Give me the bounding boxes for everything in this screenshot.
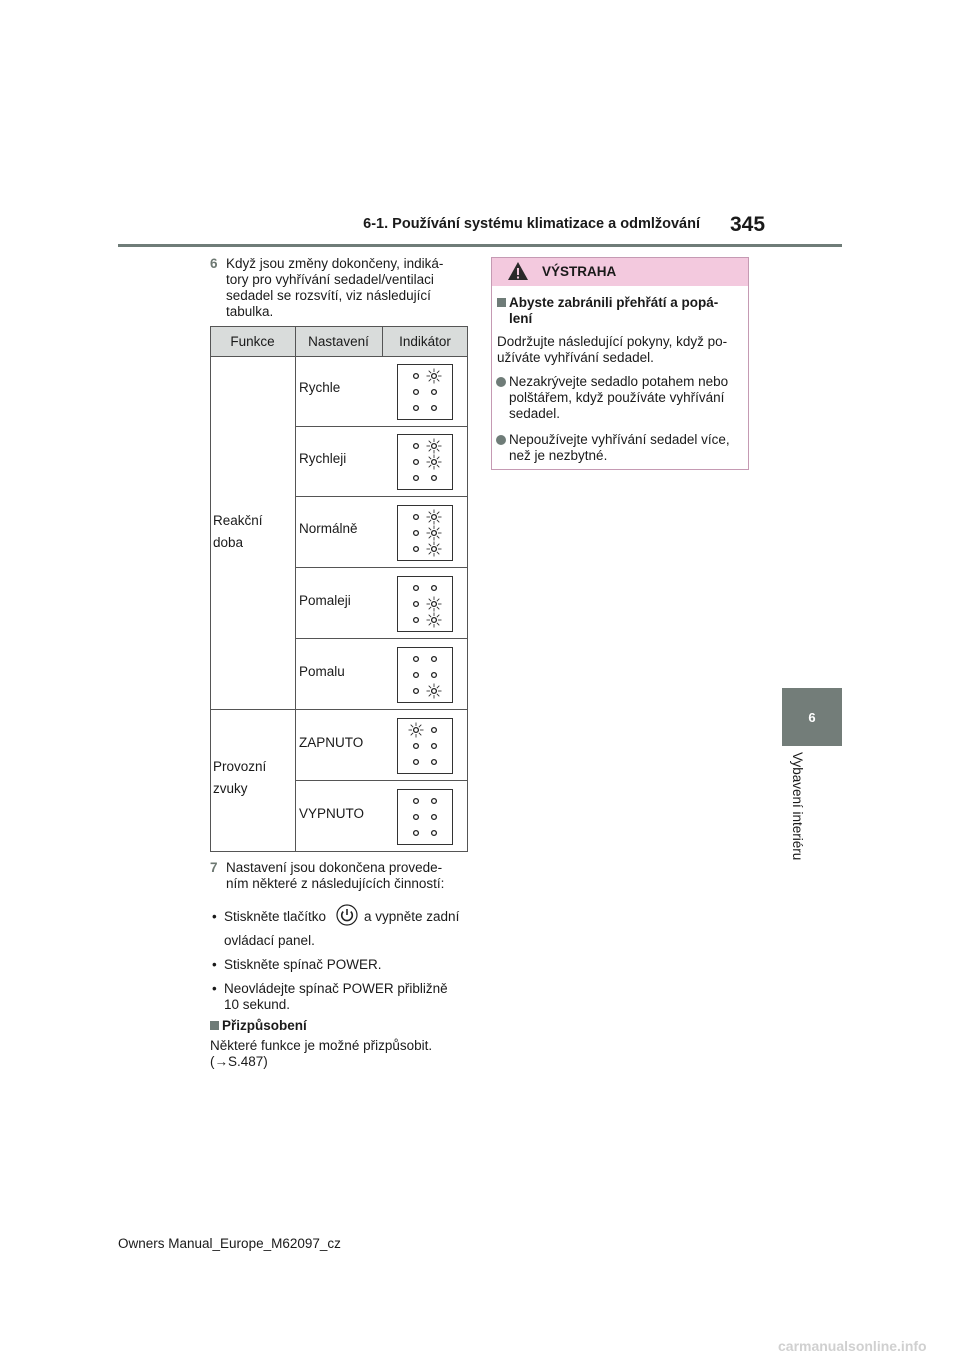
- customization-section: [210, 1018, 472, 1070]
- lamp-off: [414, 618, 419, 623]
- footer-watermark: carmanualsonline.info: [778, 1338, 927, 1354]
- indicator-icon: [397, 647, 453, 703]
- step-number: 7: [210, 860, 218, 875]
- table-grid: [210, 356, 468, 357]
- lamp-off: [414, 689, 419, 694]
- lamp-ray: [429, 607, 431, 609]
- lamp-ray: [429, 552, 431, 554]
- lamp-ray: [429, 544, 431, 546]
- lamp-ray: [429, 371, 431, 373]
- table-grid: [295, 567, 468, 568]
- lamp-off: [414, 547, 419, 552]
- indicator-icon: [397, 576, 453, 632]
- warning-box: [491, 257, 749, 470]
- header-setting: Nastavení: [308, 333, 369, 349]
- indicator-icon: [397, 718, 453, 774]
- bullet-mark: •: [212, 957, 217, 972]
- lamp-off: [414, 673, 419, 678]
- bullet-item: [212, 981, 474, 1013]
- lamp-lit: [414, 728, 419, 733]
- indicator-lamps: [398, 790, 452, 844]
- table-grid: [382, 326, 383, 356]
- lamp-ray: [429, 465, 431, 467]
- warning-item: [492, 432, 748, 464]
- chapter-tab-label: Vybavení interiéru: [790, 752, 805, 861]
- indicator-lamps: [398, 506, 452, 560]
- header-indicator: Indikátor: [399, 333, 451, 349]
- lamp-off: [414, 657, 419, 662]
- table-header: [210, 326, 468, 356]
- bullet-mark: •: [212, 981, 217, 996]
- lamp-off: [432, 815, 437, 820]
- bullet-text: Neovládejte spínač POWER přibližně: [224, 981, 448, 996]
- function-label-line: Provozní: [213, 759, 267, 774]
- lamp-lit: [432, 460, 437, 465]
- warning-item-line: Nezakrývejte sedadlo potahem nebo: [509, 374, 729, 389]
- lamp-ray: [437, 379, 439, 381]
- warning-intro: [497, 334, 747, 366]
- bullet-list: [212, 909, 474, 1013]
- indicator-lamps: [398, 719, 452, 773]
- indicator-lamps: [398, 648, 452, 702]
- bullet-text: a vypněte zadní: [364, 909, 460, 924]
- lamp-off: [414, 760, 419, 765]
- warning-triangle-icon: [507, 261, 529, 286]
- lamp-lit: [432, 515, 437, 520]
- table-border: [210, 851, 468, 852]
- lamp-off: [414, 799, 419, 804]
- table-grid: [295, 780, 468, 781]
- lamp-off: [414, 815, 419, 820]
- lamp-off: [414, 602, 419, 607]
- power-button-icon: [336, 904, 358, 930]
- bullet-item: [212, 957, 474, 981]
- lamp-ray: [437, 465, 439, 467]
- indicator-icon: [397, 434, 453, 490]
- lamp-lit: [432, 618, 437, 623]
- step-6: [210, 256, 470, 320]
- lamp-off: [414, 374, 419, 379]
- lamp-lit: [432, 689, 437, 694]
- indicator-icon: [397, 505, 453, 561]
- customization-text: Některé funkce je možné přizpůsobit.: [210, 1038, 433, 1053]
- setting-label: Rychleji: [299, 451, 347, 466]
- lamp-off: [414, 444, 419, 449]
- lamp-ray: [437, 607, 439, 609]
- function-label-line: zvuky: [213, 781, 248, 796]
- lamp-ray: [437, 552, 439, 554]
- step-6-line: tory pro vyhřívání sedadel/ventilaci: [226, 272, 434, 287]
- lamp-ray: [429, 379, 431, 381]
- lamp-ray: [429, 615, 431, 617]
- square-bullet-icon: [497, 298, 506, 307]
- lamp-ray: [429, 520, 431, 522]
- lamp-lit: [432, 444, 437, 449]
- lamp-ray: [437, 623, 439, 625]
- setting-label: Pomaleji: [299, 593, 351, 608]
- customization-heading: [210, 1018, 472, 1038]
- lamp-ray: [429, 457, 431, 459]
- settings-table: [210, 326, 468, 852]
- lamp-off: [414, 390, 419, 395]
- lamp-off: [414, 831, 419, 836]
- lamp-ray: [437, 528, 439, 530]
- lamp-ray: [429, 694, 431, 696]
- table-border: [467, 326, 468, 852]
- lamp-ray: [429, 536, 431, 538]
- setting-label: Rychle: [299, 380, 341, 395]
- lamp-off: [432, 744, 437, 749]
- lamp-off: [432, 476, 437, 481]
- lamp-ray: [411, 725, 413, 727]
- lamp-off: [414, 531, 419, 536]
- lamp-ray: [429, 623, 431, 625]
- lamp-off: [414, 476, 419, 481]
- indicator-lamps: [398, 435, 452, 489]
- warning-title: VÝSTRAHA: [542, 264, 617, 279]
- bullet-text: Stiskněte tlačítko: [224, 909, 327, 924]
- round-bullet-icon: [496, 435, 506, 445]
- lamp-ray: [437, 371, 439, 373]
- step-7-line: Nastavení jsou dokončena provede-: [226, 860, 443, 875]
- lamp-ray: [429, 599, 431, 601]
- lamp-ray: [429, 528, 431, 530]
- function-reaction-time: [213, 510, 263, 554]
- warning-item: [492, 374, 748, 422]
- customization-heading-text: Přizpůsobení: [222, 1018, 307, 1033]
- lamp-off: [414, 586, 419, 591]
- function-label-line: Reakční: [213, 513, 263, 528]
- warning-intro-line: Dodržujte následující pokyny, když po-: [497, 334, 728, 349]
- indicator-lamps: [398, 577, 452, 631]
- lamp-ray: [437, 449, 439, 451]
- customization-link[interactable]: (→S.487): [210, 1054, 268, 1069]
- setting-label: Pomalu: [299, 664, 345, 679]
- lamp-ray: [437, 457, 439, 459]
- table-border: [210, 326, 211, 852]
- lamp-ray: [437, 536, 439, 538]
- indicator-lamps: [398, 365, 452, 419]
- lamp-off: [432, 586, 437, 591]
- warning-intro-line: užíváte vyhřívání sedadel.: [497, 350, 654, 365]
- header-function: Funkce: [230, 333, 275, 349]
- lamp-lit: [432, 602, 437, 607]
- bullet-text: Stiskněte spínač POWER.: [224, 957, 382, 972]
- square-bullet-icon: [210, 1021, 219, 1030]
- lamp-off: [432, 831, 437, 836]
- lamp-ray: [411, 733, 413, 735]
- lamp-off: [432, 673, 437, 678]
- bullet-item: [212, 909, 474, 933]
- lamp-ray: [429, 686, 431, 688]
- page-number: 345: [730, 213, 766, 236]
- lamp-lit: [432, 531, 437, 536]
- lamp-lit: [432, 374, 437, 379]
- lamp-ray: [437, 694, 439, 696]
- lamp-off: [414, 515, 419, 520]
- round-bullet-icon: [496, 377, 506, 387]
- table-grid: [210, 709, 468, 710]
- lamp-ray: [429, 449, 431, 451]
- warning-header: [492, 258, 748, 286]
- footer-document-name: Owners Manual_Europe_M62097_cz: [118, 1236, 341, 1251]
- function-operation-sounds: [213, 756, 266, 800]
- section-title: 6-1. Používání systému klimatizace a odmlžování: [363, 216, 700, 232]
- step-7: [210, 860, 472, 892]
- warning-heading-line: lení: [509, 311, 533, 326]
- lamp-off: [432, 728, 437, 733]
- indicator-icon: [397, 789, 453, 845]
- lamp-ray: [437, 441, 439, 443]
- chapter-tab: 6: [782, 688, 842, 746]
- warning-item-line: sedadel.: [509, 406, 561, 421]
- lamp-off: [414, 744, 419, 749]
- table-grid: [295, 496, 468, 497]
- setting-label: VYPNUTO: [299, 806, 365, 821]
- lamp-ray: [419, 733, 421, 735]
- function-label-line: doba: [213, 535, 244, 550]
- step-6-line: Když jsou změny dokončeny, indiká-: [226, 256, 444, 271]
- lamp-ray: [429, 441, 431, 443]
- lamp-ray: [437, 544, 439, 546]
- warning-item-line: Nepoužívejte vyhřívání sedadel více,: [509, 432, 730, 447]
- table-grid: [295, 426, 468, 427]
- setting-label: ZAPNUTO: [299, 735, 364, 750]
- step-number: 6: [210, 256, 218, 271]
- lamp-off: [432, 657, 437, 662]
- lamp-ray: [437, 686, 439, 688]
- lamp-ray: [437, 615, 439, 617]
- lamp-off: [414, 406, 419, 411]
- lamp-off: [432, 760, 437, 765]
- lamp-lit: [432, 547, 437, 552]
- bullet-text: ovládací panel.: [224, 933, 315, 948]
- bullet-mark: •: [212, 909, 217, 924]
- warning-heading-line: Abyste zabránili přehřátí a popá-: [509, 295, 719, 310]
- table-grid: [295, 326, 296, 852]
- warning-item-line: než je nezbytné.: [509, 448, 608, 463]
- indicator-icon: [397, 364, 453, 420]
- warning-item-line: polštářem, když používáte vyhřívání: [509, 390, 725, 405]
- table-grid: [295, 638, 468, 639]
- step-6-line: tabulka.: [226, 304, 274, 319]
- step-7-line: ním některé z následujících činností:: [226, 876, 445, 891]
- lamp-off: [432, 390, 437, 395]
- bullet-text: 10 sekund.: [224, 997, 291, 1012]
- table-border: [210, 326, 468, 327]
- lamp-ray: [437, 520, 439, 522]
- lamp-ray: [419, 725, 421, 727]
- lamp-off: [432, 406, 437, 411]
- lamp-ray: [437, 512, 439, 514]
- warning-heading: [497, 295, 747, 327]
- lamp-off: [432, 799, 437, 804]
- lamp-ray: [429, 512, 431, 514]
- lamp-ray: [437, 599, 439, 601]
- header-rule: [118, 244, 842, 247]
- step-6-line: sedadel se rozsvítí, viz následující: [226, 288, 431, 303]
- setting-label: Normálně: [299, 521, 358, 536]
- lamp-off: [414, 460, 419, 465]
